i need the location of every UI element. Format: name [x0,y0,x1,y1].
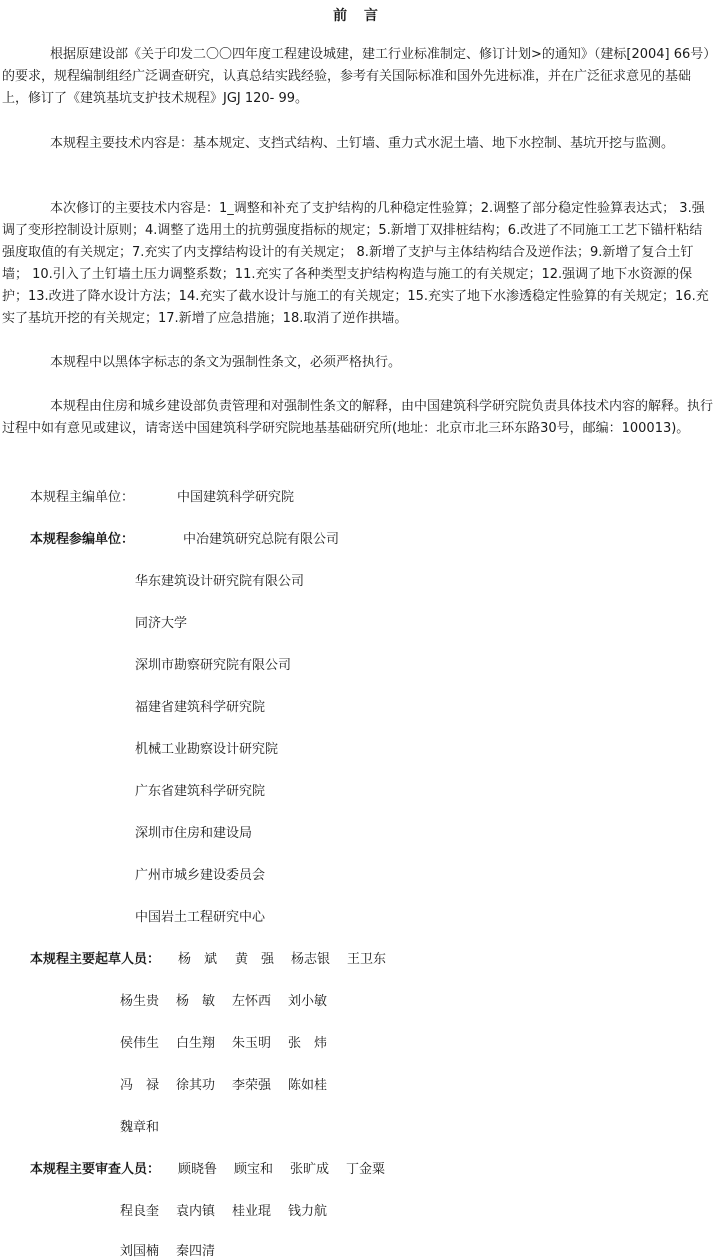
reviewer-name: 钱力航 [288,1204,328,1219]
reviewers-label: 本规程主要审查人员： [30,1162,161,1177]
drafter-name: 朱玉明 [232,1036,272,1051]
drafter-name: 白生翔 [176,1036,216,1051]
paragraph-basis: 根据原建设部《关于印发二〇〇四年度工程建设城建，建工行业标准制定、修订计划>的通知》（建标[2004] 66号）的要求，规程编制组经广泛调查研究，认真总结实践经验，参考有关国际标准和国外先进标准，并在广泛征求意见的基础上，修订了《建筑基坑支护技术规程》JGJ 120- 99。 [2,47,710,106]
drafter-name: 杨志银 [291,952,331,967]
drafters-label: 本规程主要起草人员： [30,952,161,967]
participating-unit: 广东省建筑科学研究院 [135,784,266,799]
drafter-name: 徐其功 [176,1078,216,1093]
reviewer-name: 桂业琨 [232,1204,272,1219]
drafter-name: 杨 敏 [176,994,216,1009]
drafter-name: 刘小敏 [288,994,328,1009]
participating-unit: 中国岩土工程研究中心 [135,910,266,925]
participating-unit: 中冶建筑研究总院有限公司 [183,532,340,547]
chief-unit-label: 本规程主编单位： [30,490,135,505]
participating-unit: 广州市城乡建设委员会 [135,868,266,883]
drafter-name: 魏章和 [120,1120,160,1135]
reviewer-name: 袁内镇 [176,1204,216,1219]
drafter-name: 杨生贵 [120,994,160,1009]
reviewer-name: 秦四清 [176,1244,216,1259]
paragraph-mandatory: 本规程中以黑体字标志的条文为强制性条文，必须严格执行。 [50,355,402,370]
paragraph-revisions: 本次修订的主要技术内容是：1_调整和补充了支护结构的几种稳定性验算；2.调整了部分稳定性验算表达式； 3.强调了变形控制设计原则；4.调整了选用土的抗剪强度指标的规定；5.新增丁双排桩结构；6.改进了不同施工工艺下锚杆粘结强度取值的有关规定；7.充实了内支撑结构设计的有关规定； 8.新增了支护与主体结构结合及逆作法；9.新增了复合土钉墙； 10.引入了土钉墙土压力调整系数；11.充实了各种类型支护结构构造与施工的有关规定；12.强调了地下水资源的保护；13.改进了降水设计方法；14.充实了截水设计与施工的有关规定；15.充实了地下水渗透稳定性验算的有关规定；16.充实了基坑开挖的有关规定；17.新增了应急措施；18.取消了逆作拱墙。 [2,201,709,326]
chief-unit-name: 中国建筑科学研究院 [177,490,295,505]
drafter-name: 陈如桂 [288,1078,328,1093]
participating-unit: 福建省建筑科学研究院 [135,700,266,715]
reviewer-name: 顾晓鲁 [178,1162,218,1177]
drafter-name: 杨 斌 [178,952,218,967]
participating-units-label: 本规程参编单位： [30,532,135,547]
reviewer-name: 程良奎 [120,1204,160,1219]
paragraph-main-content: 本规程主要技术内容是：基本规定、支挡式结构、土钉墙、重力式水泥土墙、地下水控制、基坑开挖与监测。 [50,136,675,151]
drafter-name: 冯 禄 [120,1078,160,1093]
drafter-name: 黄 强 [235,952,275,967]
page-title: 前 言 [333,8,384,24]
participating-unit: 深圳市勘察研究院有限公司 [135,658,292,673]
reviewer-name: 丁金粟 [346,1162,386,1177]
drafter-name: 王卫东 [347,952,387,967]
paragraph-management: 本规程由住房和城乡建设部负责管理和对强制性条文的解释，由中国建筑科学研究院负责具体技术内容的解释。执行过程中如有意见或建议，请寄送中国建筑科学研究院地基基础研究所(地址：北京市北三环东路30号，邮编：100013)。 [2,399,714,436]
reviewer-name: 刘国楠 [120,1244,160,1259]
drafter-name: 左怀西 [232,994,272,1009]
drafter-name: 李荣强 [232,1078,272,1093]
drafter-name: 张 炜 [288,1036,328,1051]
drafter-name: 侯伟生 [120,1036,160,1051]
participating-unit: 同济大学 [135,616,188,631]
reviewer-name: 张旷成 [290,1162,330,1177]
participating-unit: 深圳市住房和建设局 [135,826,253,841]
participating-unit: 机械工业勘察设计研究院 [135,742,279,757]
reviewer-name: 顾宝和 [234,1162,274,1177]
participating-unit: 华东建筑设计研究院有限公司 [135,574,305,589]
